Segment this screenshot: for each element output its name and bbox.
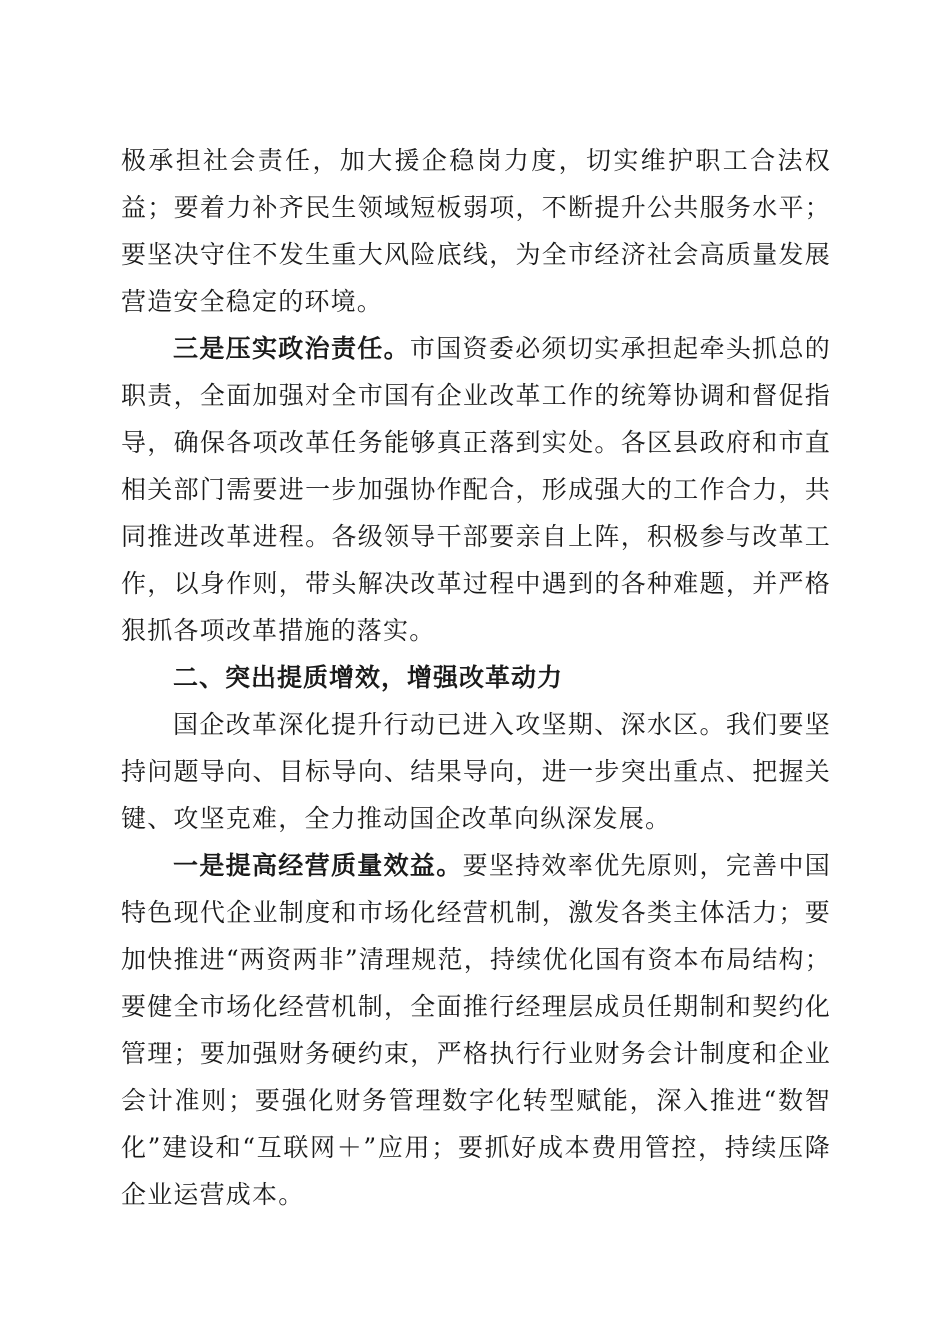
paragraph-operating-quality (121, 842, 831, 1218)
paragraph-political-responsibility (121, 325, 831, 654)
paragraph-section-intro (121, 701, 831, 842)
paragraph-lead: 三是压实政治责任。 (173, 334, 410, 363)
paragraph-text: 国企改革深化提升行动已进入攻坚期、深水区。我们要坚持问题导向、目标导向、结果导向，进一步突出重点、把握关键、攻坚克难，全力推动国企改革向纵深发展。 (121, 710, 831, 833)
paragraph-continuation (121, 137, 831, 325)
paragraph-text: 市国资委必须切实承担起牵头抓总的职责，全面加强对全市国有企业改革工作的统筹协调和督促指导，确保各项改革任务能够真正落到实处。各区县政府和市直相关部门需要进一步加强协作配合，形成强大的工作合力，共同推进改革进程。各级领导干部要亲自上阵，积极参与改革工作，以身作则，带头解决改革过程中遇到的各种难题，并严格狠抓各项改革措施的落实。 (121, 334, 831, 645)
section-heading: 二、突出提质增效，增强改革动力 (173, 663, 564, 692)
paragraph-text: 要坚持效率优先原则，完善中国特色现代企业制度和市场化经营机制，激发各类主体活力；要加快推进“两资两非”清理规范，持续优化国有资本布局结构；要健全市场化经营机制，全面推行经理层成员任期制和契约化管理；要加强财务硬约束，严格执行行业财务会计制度和企业会计准则；要强化财务管理数字化转型赋能，深入推进“数智化”建设和“互联网＋”应用；要抓好成本费用管控，持续压降企业运营成本。 (121, 851, 831, 1209)
document-body (121, 137, 831, 1218)
paragraph-lead: 一是提高经营质量效益。 (173, 851, 463, 880)
paragraph-text: 极承担社会责任，加大援企稳岗力度，切实维护职工合法权益；要着力补齐民生领域短板弱项，不断提升公共服务水平；要坚决守住不发生重大风险底线，为全市经济社会高质量发展营造安全稳定的环境。 (121, 146, 831, 316)
